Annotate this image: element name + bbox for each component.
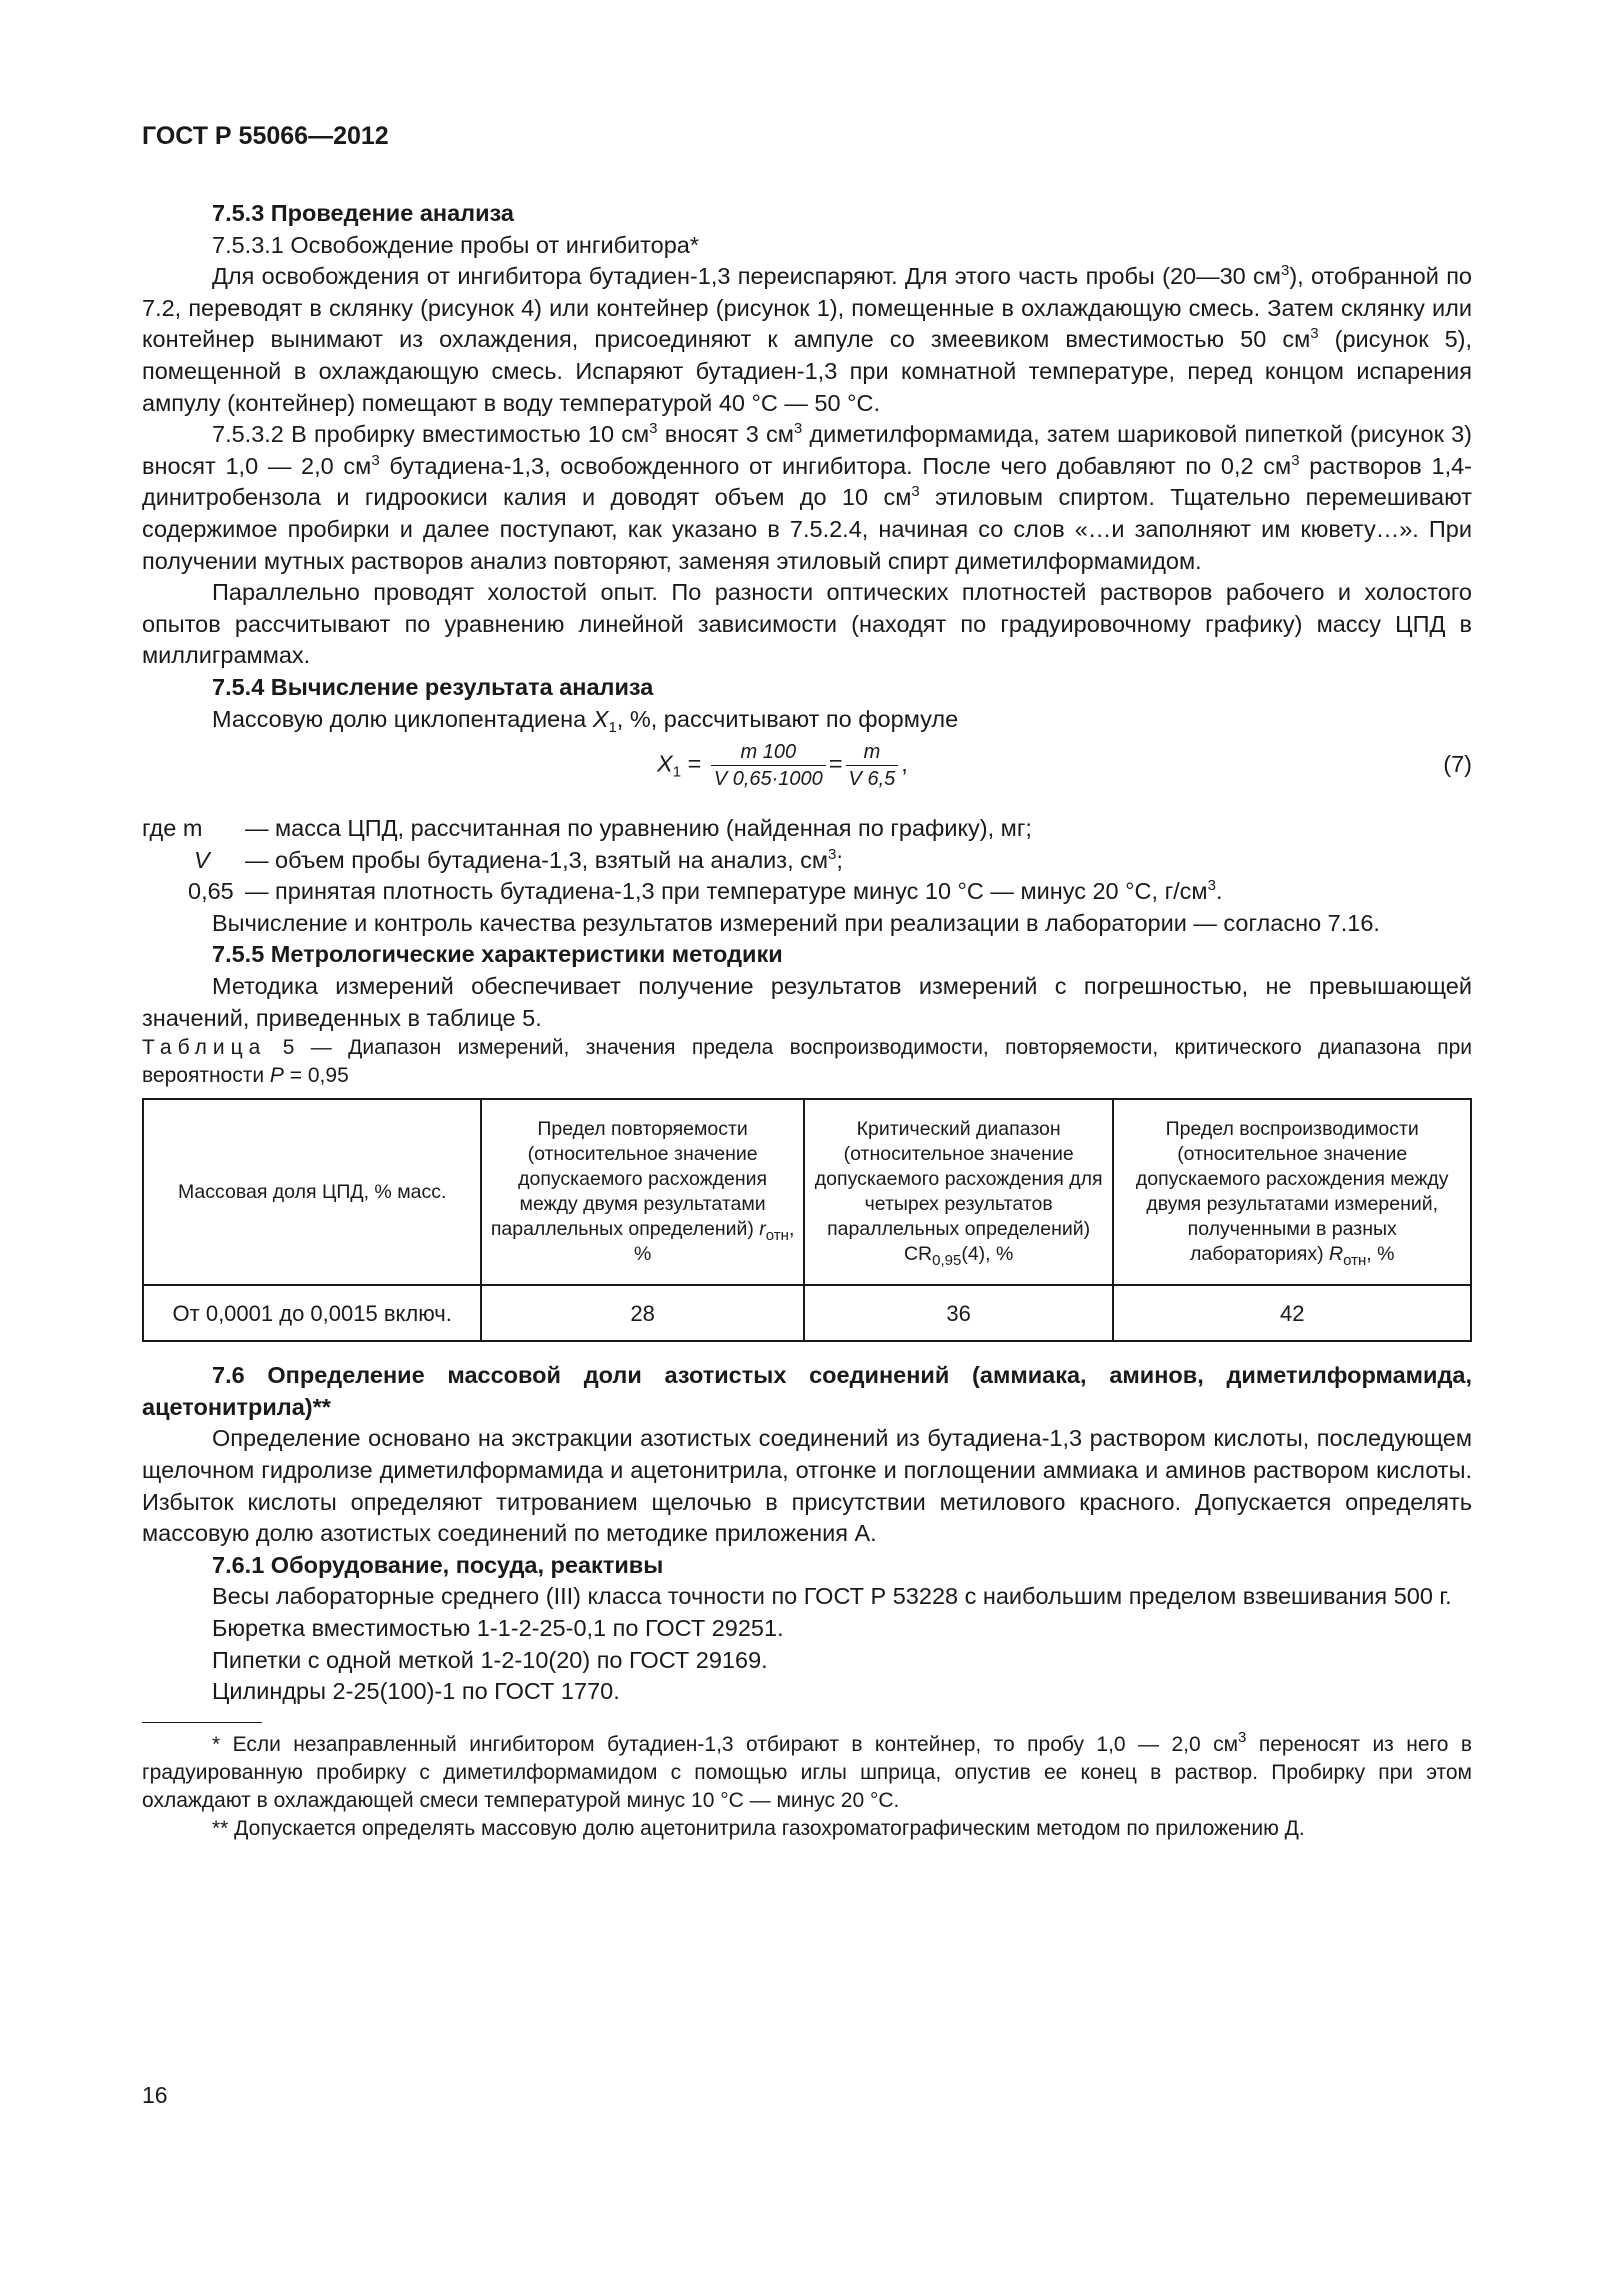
col-header-repeatability: Предел повторяемости (относительное значение допускаемого расхождения между двумя результатами параллельных определений) $r_{отн}$, %	[481, 1099, 804, 1285]
list-item: Цилиндры 2-25(100)-1 по ГОСТ 1770.	[212, 1678, 620, 1705]
col-header-reproducibility: Предел воспроизводимости (относительное значение допускаемого расхождения между двумя результатами измерений, полученными в разных лабораториях) $R_{отн}$, %	[1113, 1099, 1471, 1285]
col-header-mass-fraction: Массовая доля ЦПД, % масс.	[143, 1099, 481, 1285]
table-5	[142, 1098, 1472, 1342]
section-7-6-1-title: 7.6.1 Оборудование, посуда, реактивы	[212, 1551, 664, 1578]
table-row	[143, 1285, 1471, 1341]
footnote-divider	[142, 1722, 262, 1723]
cell-reproducibility: 42	[1113, 1285, 1471, 1341]
formula-7	[142, 735, 1472, 813]
subsection-7-5-3-1-title: 7.5.3.1 Освобождение пробы от ингибитора*	[212, 231, 700, 258]
formula-number: (7)	[1443, 751, 1472, 778]
paragraph-inhibitor-removal: Для освобождения от ингибитора бутадиен-1,3 переиспаряют. Для этого часть пробы (20—30 $см^3$), отобранной по 7.2, переводят в склянку (рисунок 4) или контейнер (рисунок 1), помещенные в охлаждающую смесь. Затем склянку или контейнер вынимают из охлаждения, присоединяют к ампуле со змеевиком вместимостью 50 $см^3$ (рисунок 5), помещенной в охлаждающую смесь. Испаряют бутадиен-1,3 при комнатной температуре, перед концом испарения ампулу (контейнер) помещают в воду температурой 40 °С — 50 °С.	[142, 262, 1472, 416]
list-item: Пипетки с одной меткой 1-2-10(20) по ГОСТ 29169.	[212, 1646, 768, 1673]
section-7-5-5-title: 7.5.5 Метрологические характеристики методики	[212, 941, 783, 968]
fraction-2: $\frac{m}{V 6,5}$	[846, 739, 899, 792]
section-7-6-title: 7.6 Определение массовой доли азотистых соединений (аммиака, аминов, диметилформамида, ацетонитрила)**	[142, 1362, 1472, 1420]
paragraph-7-5-3-2: 7.5.3.2 В пробирку вместимостью 10 $см^3$ вносят 3 $см^3$ диметилформамида, затем шариковой пипеткой (рисунок 3) вносят 1,0 — 2,0 $см^3$ бутадиена-1,3, освобожденного от ингибитора. После чего добавляют по 0,2 $см^3$ растворов 1,4-динитробензола и гидроокиси калия и доводят объем до 10 $см^3$ этиловым спиртом. Тщательно перемешивают содержимое пробирки и далее поступают, как указано в 7.5.2.4, начиная со слов «…и заполняют им кювету…». При получении мутных растворов анализ повторяют, заменяя этиловый спирт диметилформамидом.	[142, 420, 1472, 574]
paragraph-method-basis: Определение основано на экстракции азотистых соединений из бутадиена-1,3 раствором кислоты, последующем щелочном гидролизе диметилформамида и ацетонитрила, отгонке и поглощении аммиака и аминов раствором кислоты. Избыток кислоты определяют титрованием щелочью в присутствии метилового красного. Допускается определять массовую долю азотистых соединений по методике приложения А.	[142, 1425, 1472, 1547]
where-v: V — объем пробы бутадиена-1,3, взятый на анализ, $см^3$;	[194, 845, 843, 873]
fraction-1: $\frac{m 100}{V 0,65\cdot 1000}$	[711, 739, 826, 792]
page-content	[142, 198, 1472, 1843]
section-7-5-4-title: 7.5.4 Вычисление результата анализа	[212, 673, 654, 700]
paragraph-metrology: Методика измерений обеспечивает получение результатов измерений с погрешностью, не превышающей значений, приведенных в таблице 5.	[142, 973, 1472, 1031]
cell-critical-range: 36	[804, 1285, 1114, 1341]
where-m: где m — масса ЦПД, рассчитанная по уравнению (найденная по графику), мг;	[142, 815, 1032, 842]
table-5-caption: Таблица 5 — Диапазон измерений, значения предела воспроизводимости, повторяемости, критического диапазона при вероятности Р = 0,95	[142, 1036, 1472, 1088]
document-code: ГОСТ Р 55066—2012	[142, 122, 389, 150]
page-number: 16	[142, 2082, 168, 2108]
table-header-row	[143, 1099, 1471, 1285]
formula-intro: Массовую долю циклопентадиена $X_1$, %, рассчитывают по формуле	[212, 705, 959, 736]
paragraph-quality-control: Вычисление и контроль качества результатов измерений при реализации в лаборатории — согласно 7.16.	[212, 909, 1380, 936]
list-item: Весы лабораторные среднего (III) класса точности по ГОСТ Р 53228 с наибольшим пределом взвешивания 500 г.	[212, 1583, 1452, 1610]
footnote-1: * Если незаправленный ингибитором бутадиен-1,3 отбирают в контейнер, то пробу 1,0 — 2,0 $см^3$ переносят из него в градуированную пробирку с диметилформамидом с помощью иглы шприца, опустив ее конец в раствор. Пробирку при этом охлаждают в охлаждающей смеси температурой минус 10 °С — минус 20 °С.	[142, 1728, 1473, 1812]
list-item: Бюретка вместимостью 1-1-2-25-0,1 по ГОСТ 29251.	[212, 1615, 784, 1641]
cell-repeatability: 28	[481, 1285, 804, 1341]
cell-range: От 0,0001 до 0,0015 включ.	[143, 1285, 481, 1341]
section-7-5-3-title: 7.5.3 Проведение анализа	[212, 200, 514, 226]
col-header-critical-range: Критический диапазон (относительное значение допускаемого расхождения для четырех результатов параллельных определений) $CR_{0,95}(4)$, %	[804, 1099, 1114, 1285]
footnote-2: ** Допускается определять массовую долю ацетонитрила газохроматографическим методом по приложению Д.	[212, 1816, 1305, 1840]
where-density: 0,65 — принятая плотность бутадиена-1,3 при температуре минус 10 °С — минус 20 °С, $г/см^3$.	[188, 877, 1223, 905]
formula-expression: $X_1$ = $\frac{m 100}{V 0,65\cdot 1000}$ = $\frac{m}{V 6,5}$ ,	[657, 741, 908, 791]
paragraph-blank-test: Параллельно проводят холостой опыт. По разности оптических плотностей растворов рабочего и холостого опытов рассчитывают по уравнению линейной зависимости (находят по градуировочному графику) массу ЦПД в миллиграммах.	[142, 579, 1472, 669]
